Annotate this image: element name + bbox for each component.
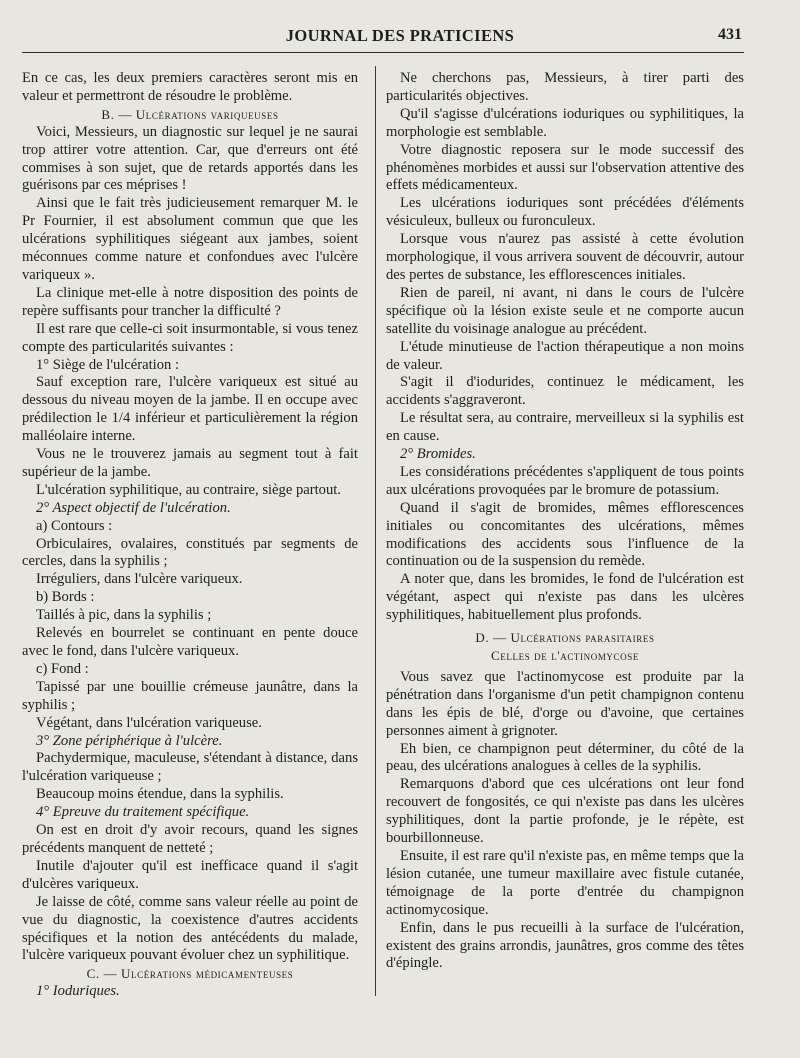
column-divider (375, 66, 376, 996)
paragraph: Les considérations précédentes s'appliquent de tous points aux ulcérations provoquées par le bromure de potassium. (386, 463, 744, 498)
header-rule (22, 52, 744, 53)
paragraph: Ne cherchons pas, Messieurs, à tirer parti des particularités objectives. (386, 70, 744, 104)
paragraph: Qu'il s'agisse d'ulcérations ioduriques ou syphilitiques, la morphologie est semblable. (386, 105, 744, 140)
paragraph: S'agit il d'iodurides, continuez le médicament, les accidents s'aggraveront. (386, 374, 744, 409)
paragraph: Remarquons d'abord que ces ulcérations ont leur fond recouvert de fongosités, ce qui n'existe pas dans les ulcères syphilitiques, dont la partie profonde, je le répète, est bourbillonneuse. (386, 776, 744, 847)
list-heading: 3° Zone périphérique à l'ulcère. (36, 732, 223, 749)
list-subheading: b) Bords : (36, 589, 95, 606)
paragraph: Eh bien, ce champignon peut déterminer, du côté de la peau, des ulcérations analogues à celles de la syphilis. (386, 740, 744, 775)
paragraph: Tapissé par une bouillie crémeuse jaunâtre, dans la syphilis ; (22, 678, 358, 713)
paragraph: Vous ne le trouverez jamais au segment tout à fait supérieur de la jambe. (22, 446, 358, 480)
paragraph: Quand il s'agit de bromides, mêmes efflorescences initiales ou concomitantes des ulcérations, mêmes modifications des accidents sous l'influence de la continuation ou de la suspension du remède. (386, 499, 744, 570)
paragraph: Végétant, dans l'ulcération variqueuse. (36, 714, 262, 731)
list-subheading: c) Fond : (36, 660, 89, 677)
paragraph: La clinique met-elle à notre disposition des points de repère suffisants pour trancher la difficulté ? (22, 284, 358, 319)
list-heading: 2° Aspect objectif de l'ulcération. (36, 499, 231, 516)
paragraph: Les ulcérations ioduriques sont précédées d'éléments vésiculeux, bulleux ou furonculeux. (386, 195, 744, 230)
paragraph: Votre diagnostic reposera sur le mode successif des phénomènes morbides et aussi sur l'observation attentive des effets médicamenteux. (386, 141, 744, 194)
paragraph: Beaucoup moins étendue, dans la syphilis. (36, 786, 284, 803)
list-heading: 1° Ioduriques. (36, 983, 120, 1000)
paragraph: Lorsque vous n'aurez pas assisté à cette évolution morphologique, il vous arrivera souvent de découvrir, autour des pertes de substance, les efflorescences initiales. (386, 231, 744, 283)
paragraph: On est en droit d'y avoir recours, quand les signes précédents manquent de netteté ; (22, 822, 358, 856)
paragraph: Ensuite, il est rare qu'il n'existe pas, en même temps que la lésion cutanée, une tumeur maxillaire avec fistule cutanée, témoignage de la porte d'entrée du champignon actinomycosique. (386, 847, 744, 918)
list-subheading: a) Contours : (36, 517, 113, 534)
paragraph: Je laisse de côté, comme sans valeur réelle au point de vue du diagnostic, la coexistence d'autres accidents spécifiques et la notion des antécédents du malade, l'ulcère variqueux pouvant évoluer chez un syphilitique. (22, 893, 358, 964)
paragraph: Irréguliers, dans l'ulcère variqueux. (36, 571, 243, 588)
list-heading: 4° Epreuve du traitement spécifique. (36, 804, 250, 821)
section-heading-c: C. — Ulcérations médicamenteuses (86, 966, 294, 982)
right-column (386, 70, 744, 973)
paragraph: Orbiculaires, ovalaires, constitués par segments de cercles, dans la syphilis ; (22, 535, 358, 570)
list-heading: 2° Bromides. (400, 446, 476, 463)
paragraph: L'étude minutieuse de l'action thérapeutique a non moins de valeur. (386, 338, 744, 373)
paragraph: A noter que, dans les bromides, le fond de l'ulcération est végétant, aspect qui n'existe pas dans les ulcères syphilitiques, habituellement plus profonds. (386, 571, 744, 624)
page-number: 431 (718, 26, 742, 43)
running-head (0, 26, 800, 50)
section-heading-d: D. — Ulcérations parasitaires (475, 630, 655, 646)
paragraph: Taillés à pic, dans la syphilis ; (36, 607, 212, 624)
paragraph: Inutile d'ajouter qu'il est inefficace quand il s'agit d'ulcères variqueux. (22, 857, 358, 892)
paragraph: Le résultat sera, au contraire, merveilleux si la syphilis est en cause. (386, 410, 744, 445)
list-heading: 1° Siège de l'ulcération : (36, 356, 180, 373)
section-heading-b: B. — Ulcérations variqueuses (101, 106, 279, 122)
paragraph: L'ulcération syphilitique, au contraire, siège partout. (36, 481, 341, 498)
paragraph: Pachydermique, maculeuse, s'étendant à distance, dans l'ulcération variqueuse ; (22, 750, 358, 785)
paragraph: Ainsi que le fait très judicieusement remarquer M. le Pr Fournier, il est absolument commun que que les ulcérations syphilitiques siégeant aux jambes, soient méconnues comme nature et confondues avec l'ulcère variqueux ». (22, 195, 358, 283)
left-column (22, 70, 358, 1001)
paragraph: Enfin, dans le pus recueilli à la surface de l'ulcération, existent des grains arrondis, jaunâtres, gros comme des têtes d'épingle. (386, 919, 744, 972)
section-subheading: Celles de l'actinomycose (491, 648, 639, 663)
paragraph: Voici, Messieurs, un diagnostic sur lequel je ne saurai trop attirer votre attention. Car, que d'erreurs ont été commises à son sujet, que de retards apportés dans les guérisons par ces méprises ! (22, 123, 358, 194)
paragraph: Il est rare que celle-ci soit insurmontable, si vous tenez compte des particularités suivantes : (22, 320, 358, 355)
paragraph: Vous savez que l'actinomycose est produite par la pénétration dans l'organisme d'un petit champignon contenu dans les épis de blé, d'orge ou d'avoine, que certaines personnes aiment à grignoter. (386, 668, 744, 739)
paragraph: Rien de pareil, ni avant, ni dans le cours de l'ulcère spécifique où la lésion existe seule et ne comporte aucun satellite du voisinage analogue au précédent. (386, 284, 744, 337)
paragraph: En ce cas, les deux premiers caractères seront mis en valeur et permettront de résoudre le problème. (22, 70, 358, 104)
paragraph: Sauf exception rare, l'ulcère variqueux est situé au dessous du niveau moyen de la jambe. Il en occupe avec prédilection le 1/4 inférieur et particulièrement la région malléolaire interne. (22, 374, 358, 445)
journal-title: JOURNAL DES PRATICIENS (285, 26, 515, 45)
paragraph: Relevés en bourrelet se continuant en pente douce avec le fond, dans l'ulcère variqueux. (22, 625, 358, 659)
